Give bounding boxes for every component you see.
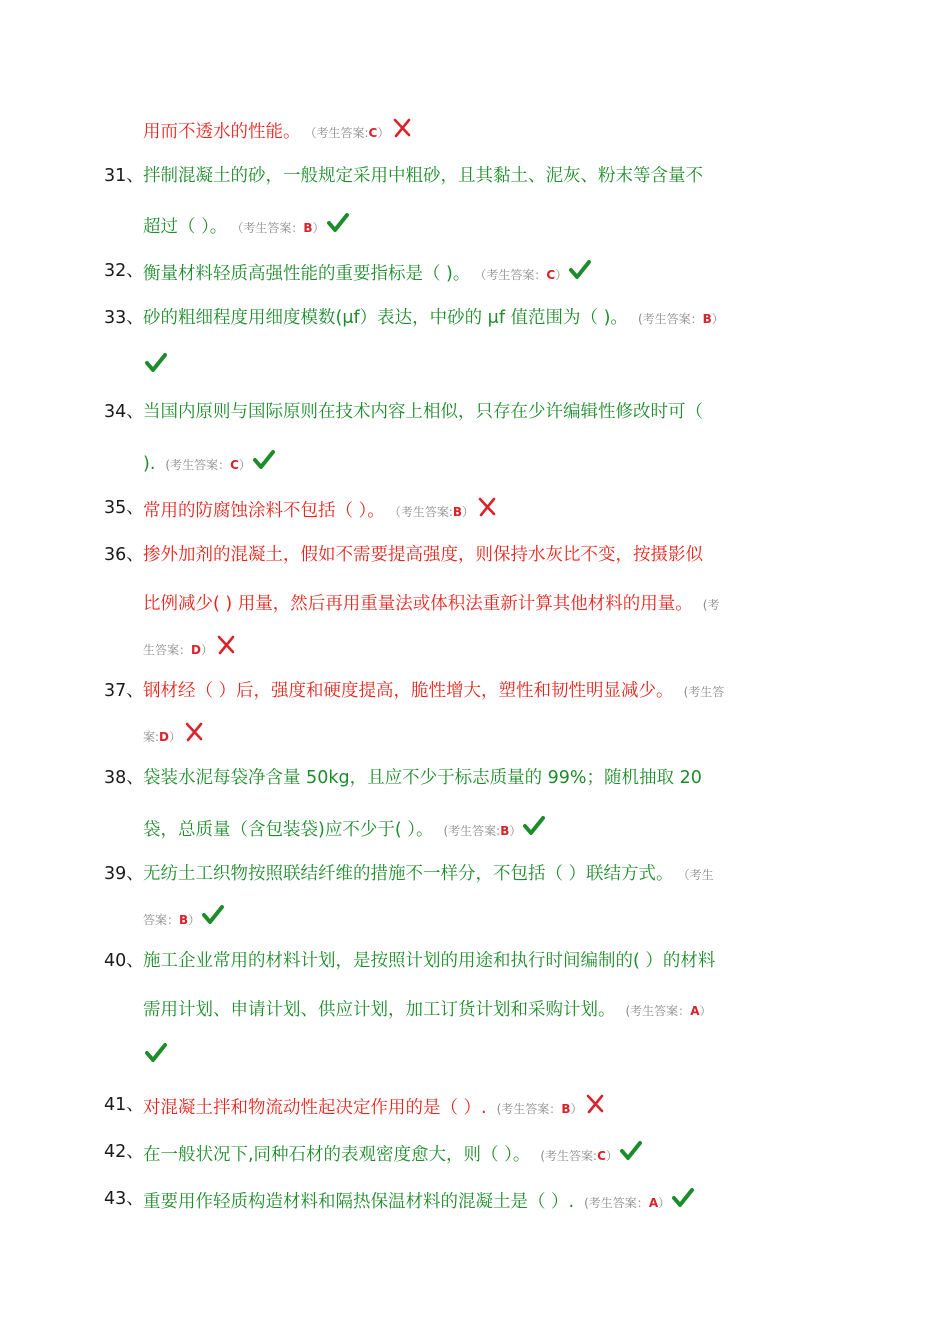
check-mark-icon — [253, 449, 275, 471]
answer-label-close: ） — [658, 1196, 671, 1210]
question-text-segment — [143, 496, 498, 524]
answer-letter: C — [230, 458, 239, 472]
answer-label-close: ） — [699, 1004, 712, 1018]
check-mark-icon — [202, 904, 224, 926]
question-text-segment — [143, 1042, 167, 1069]
question-text-segment — [143, 543, 703, 567]
answer-label-close: ） — [238, 458, 251, 472]
question-text: 重要用作轻质构造材料和隔热保温材料的混凝土是（ ）. — [143, 1192, 575, 1212]
question-text-segment — [143, 679, 724, 704]
check-mark-icon — [569, 259, 591, 281]
answer-letter: C — [546, 268, 556, 282]
question-text: 拌制混凝土的砂，一般规定采用中粗砂，且其黏土、泥灰、粉末等含量不 — [143, 166, 703, 186]
answer-label-close: ） — [377, 126, 390, 140]
question-text: 砂的粗细程度用细度模数(μf）表达，中砂的 μf 值范围为（ )。 — [143, 308, 628, 328]
answer-label-close: ） — [711, 312, 724, 326]
question-text: 超过（ ）。 — [143, 217, 228, 237]
answer-label-close: ） — [570, 1102, 583, 1116]
answer-letter: B — [179, 913, 189, 927]
question-number: 34、 — [104, 402, 144, 422]
question-text: 无纺土工织物按照联结纤维的措施不一样分，不包括（ ）联结方式。 — [143, 864, 674, 884]
answer-label: (考生答案: — [443, 824, 501, 838]
question-text-segment — [143, 634, 237, 662]
answer-label: 生答案： — [143, 643, 192, 657]
answer-label: (考生答案: — [540, 1149, 598, 1163]
question-text-segment — [143, 766, 702, 790]
answer-label-close: ） — [188, 913, 201, 927]
check-mark-icon — [327, 212, 349, 234]
cross-mark-icon — [476, 496, 498, 518]
question-number: 42、 — [104, 1142, 144, 1162]
answer-label-close: ） — [462, 505, 475, 519]
question-text: 衡量材料轻质高强性能的重要指标是（ )。 — [143, 264, 471, 284]
question-text-segment — [143, 306, 724, 331]
question-text: 掺外加剂的混凝土，假如不需要提高强度，则保持水灰比不变，按摄影似 — [143, 545, 703, 565]
check-mark-icon — [620, 1140, 642, 1162]
answer-letter: A — [690, 1004, 700, 1018]
question-text: 需用计划、申请计划、供应计划，加工订货计划和采购计划。 — [143, 1000, 616, 1020]
answer-letter: D — [191, 643, 201, 657]
question-text-segment — [143, 592, 719, 617]
question-text-segment — [143, 400, 703, 424]
question-text-segment — [143, 815, 545, 843]
answer-label-close: ） — [200, 643, 213, 657]
answer-label: 案: — [143, 730, 160, 744]
answer-label: （考生答案： — [480, 268, 547, 282]
answer-label-close: ） — [312, 221, 325, 235]
answer-label-close: ） — [169, 730, 182, 744]
answer-label: (考生答案： — [637, 312, 703, 326]
question-text-segment — [143, 862, 714, 887]
question-text: 在一般状况下,同种石材的表观密度愈大，则（ ）。 — [143, 1145, 531, 1165]
answer-letter: B — [702, 312, 712, 326]
check-mark-icon — [523, 815, 545, 837]
answer-label: (考生答案： — [584, 1196, 649, 1210]
answer-label: (考 — [702, 598, 720, 612]
question-text: 对混凝土拌和物流动性起决定作用的是（ ）. — [143, 1098, 487, 1118]
question-number: 36、 — [104, 545, 144, 565]
question-text-segment — [143, 259, 591, 287]
cross-mark-icon — [183, 721, 205, 743]
question-number: 35、 — [104, 498, 144, 518]
answer-letter: B — [500, 824, 510, 838]
question-number: 37、 — [104, 681, 144, 701]
check-mark-icon — [145, 352, 167, 374]
question-text-segment — [143, 904, 224, 932]
question-number: 43、 — [104, 1189, 144, 1209]
question-text: 袋，总质量（含包装袋)应不少于( ）。 — [143, 820, 434, 840]
question-text: 施工企业常用的材料计划，是按照计划的用途和执行时间编制的( ）的材料 — [143, 951, 716, 971]
question-number: 32、 — [104, 261, 144, 281]
question-number: 40、 — [104, 951, 144, 971]
answer-letter: D — [159, 730, 170, 744]
question-text-segment — [143, 449, 275, 477]
answer-label: (考生答案： — [496, 1102, 562, 1116]
check-mark-icon — [672, 1187, 694, 1209]
answer-label: （考生答案： — [237, 221, 304, 235]
question-text: ). — [143, 454, 156, 474]
question-number: 33、 — [104, 308, 144, 328]
question-text-segment — [143, 998, 712, 1023]
answer-label: (考生答 — [683, 685, 725, 699]
answer-label: (考生答案： — [625, 1004, 691, 1018]
question-number: 41、 — [104, 1095, 144, 1115]
question-text-segment — [143, 1140, 642, 1168]
question-text: 常用的防腐蚀涂料不包括（ ）。 — [143, 501, 385, 521]
question-text: 钢材经（ ）后，强度和硬度提高，脆性增大，塑性和韧性明显减少。 — [143, 681, 674, 701]
question-text-segment — [143, 1187, 694, 1215]
question-number: 39、 — [104, 864, 144, 884]
cross-mark-icon — [584, 1093, 606, 1115]
question-text: 袋装水泥每袋净含量 50kg，且应不少于标志质量的 99%；随机抽取 20 — [143, 768, 702, 788]
question-text-segment — [143, 212, 349, 240]
question-number: 31、 — [104, 166, 144, 186]
question-text-segment — [143, 1093, 606, 1121]
question-text-segment — [143, 117, 413, 145]
question-text-segment — [143, 721, 205, 749]
question-number: 38、 — [104, 768, 144, 788]
answer-letter: B — [452, 505, 463, 519]
answer-label: （考生答案: — [394, 505, 453, 519]
check-mark-icon — [145, 1042, 167, 1064]
answer-label-close: ） — [509, 824, 522, 838]
answer-label-close: ） — [605, 1149, 618, 1163]
answer-letter: C — [368, 126, 378, 140]
answer-label: 答案： — [143, 913, 180, 927]
question-text-segment — [143, 352, 167, 379]
question-text: 比例减少( ) 用量，然后再用重量法或体积法重新计算其他材料的用量。 — [143, 594, 693, 614]
answer-label: (考生答案： — [165, 458, 231, 472]
answer-letter: B — [303, 221, 313, 235]
answer-letter: B — [561, 1102, 571, 1116]
cross-mark-icon — [215, 634, 237, 656]
answer-label: （考生答案: — [310, 126, 369, 140]
question-text-segment — [143, 164, 703, 188]
question-text: 当国内原则与国际原则在技术内容上相似，只存在少许编辑性修改时可（ — [143, 402, 703, 422]
cross-mark-icon — [391, 117, 413, 139]
answer-label-close: ） — [555, 268, 568, 282]
question-text-segment — [143, 949, 715, 973]
answer-letter: C — [597, 1149, 606, 1163]
answer-label: （考生 — [683, 868, 714, 882]
question-text: 用而不透水的性能。 — [143, 122, 301, 142]
answer-letter: A — [648, 1196, 659, 1210]
